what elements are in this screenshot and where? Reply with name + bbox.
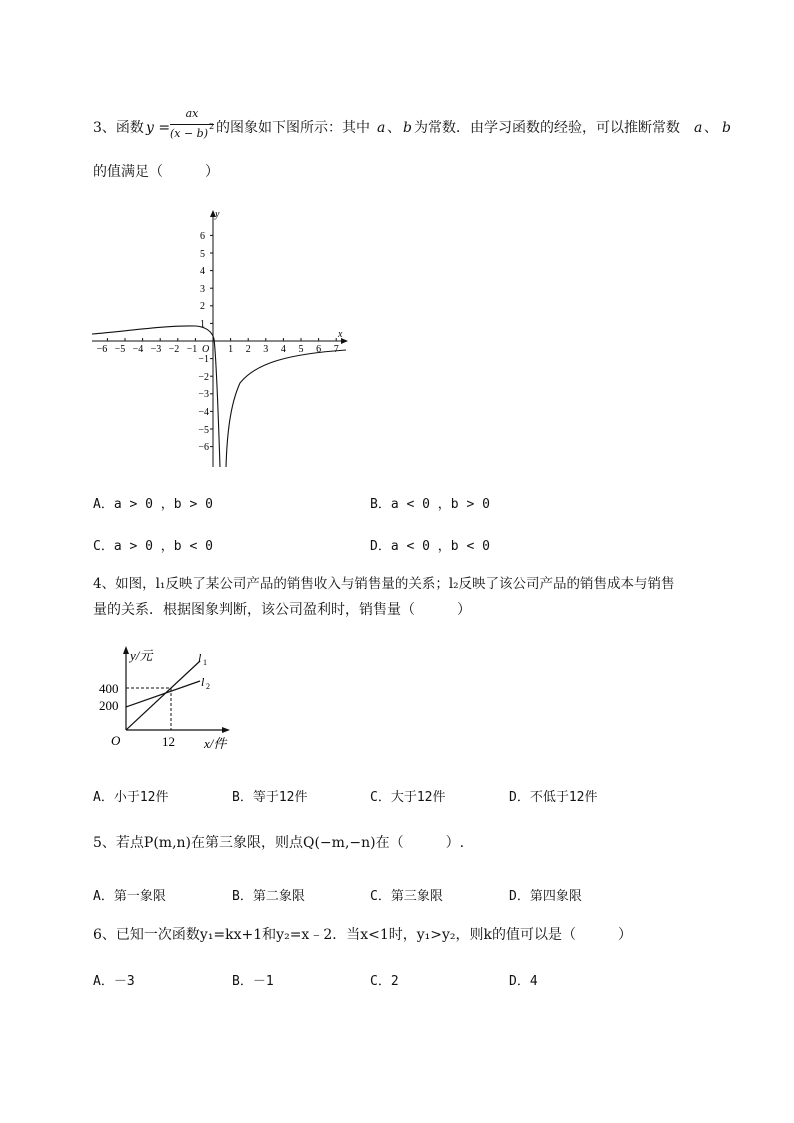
q5-option-d[interactable]: D．第四象限: [509, 889, 582, 904]
x-tick: 6: [316, 344, 322, 355]
x-tick: −2: [168, 344, 180, 355]
y-tick: 2: [200, 301, 205, 312]
y-tick: −5: [198, 425, 209, 436]
q3-origin-label: O: [202, 344, 210, 355]
q5-text: 5、若点P(m,n)在第三象限，则点Q(−m,−n)在（ ）.: [93, 835, 465, 851]
q6-option-d[interactable]: D．4: [509, 974, 538, 989]
q3-frac-denominator: (x − b): [169, 127, 209, 140]
y-tick: −6: [198, 442, 209, 453]
q3-curve-right-branch: [226, 350, 346, 467]
q3-y-ticks: [198, 231, 213, 453]
q3-option-d[interactable]: D．a < 0 ，b < 0: [370, 539, 490, 554]
q4-y-label: y/元: [130, 648, 153, 663]
q3-var-a2: a: [694, 120, 703, 136]
q4-option-c[interactable]: C．大于12件: [370, 790, 446, 805]
q3-text-mid2: 为常数．由学习函数的经验，可以推断常数: [414, 120, 680, 136]
q3-option-c[interactable]: C．a > 0 ，b < 0: [93, 539, 213, 554]
x-tick: 7: [333, 344, 339, 355]
q4-origin-label: O: [111, 733, 121, 748]
q3-y-label: y: [215, 209, 220, 220]
x-tick: −4: [132, 344, 144, 355]
y-tick: −2: [198, 372, 209, 383]
q4-option-b[interactable]: B．等于12件: [232, 790, 308, 805]
q4-option-d[interactable]: D．不低于12件: [509, 790, 598, 805]
q3-sep2: 、: [704, 120, 718, 136]
q6-text: 6、已知一次函数y₁=kx+1和y₂=x﹣2．当x<1时，y₁>y₂，则k的值可以是（ ）: [93, 927, 633, 943]
q3-line2: 的值满足（ ）: [93, 164, 219, 180]
q3-option-b[interactable]: B．a < 0 ，b > 0: [370, 497, 490, 512]
q4-x-label: x/件: [204, 736, 227, 751]
q3-option-a[interactable]: A．a > 0 ，b > 0: [93, 497, 213, 512]
q4-line-l2: [126, 681, 200, 707]
q4-x-arrow-icon: [222, 727, 230, 733]
x-tick: −3: [150, 344, 162, 355]
q3-var-b2: b: [722, 120, 731, 136]
q6-option-b[interactable]: B．－1: [232, 974, 274, 989]
q3-var-b: b: [403, 120, 412, 136]
q5-option-c[interactable]: C．第三象限: [370, 889, 443, 904]
q3-x-label: x: [338, 329, 343, 340]
q4-line-l1: [126, 661, 200, 730]
q6-option-c[interactable]: C．2: [370, 974, 399, 989]
q3-frac-exponent: 2: [209, 122, 215, 131]
q4-line2: 量的关系．根据图象判断，该公司盈利时，销售量（ ）: [93, 602, 471, 618]
y-tick: 3: [200, 284, 205, 295]
x-tick: −1: [186, 344, 198, 355]
q4-x-12-label: 12: [162, 734, 175, 749]
x-tick: 2: [245, 344, 251, 355]
q6-option-a[interactable]: A．－3: [93, 974, 135, 989]
q4-l1-label: l: [198, 651, 202, 665]
x-tick: 1: [228, 344, 234, 355]
q4-line1: 4、如图，l₁反映了某公司产品的销售收入与销售量的关系；l₂反映了该公司产品的销售成本与销售: [93, 576, 675, 592]
q3-frac-numerator: ax: [185, 107, 199, 120]
q3-var-a: a: [377, 120, 386, 136]
x-tick: −5: [114, 344, 126, 355]
y-tick: 5: [200, 249, 205, 260]
q4-option-a[interactable]: A．小于12件: [93, 790, 169, 805]
q3-function-graph: [88, 205, 354, 469]
q3-number: 3、函数: [93, 120, 144, 136]
q4-l2-sub: 2: [206, 682, 210, 691]
y-tick: 1: [200, 319, 205, 330]
x-tick: −6: [96, 344, 108, 355]
x-tick: 5: [298, 344, 304, 355]
q3-frac-bar: [170, 124, 214, 125]
q3-func-lhs: y =: [146, 120, 171, 136]
x-tick: 4: [280, 344, 286, 355]
y-tick: −3: [198, 389, 209, 400]
q3-sep: 、: [387, 120, 401, 136]
y-tick: −1: [198, 354, 209, 365]
q4-y-200-label: 200: [99, 698, 119, 713]
x-tick: 3: [263, 344, 269, 355]
q4-l2-label: l: [201, 675, 205, 689]
y-tick: −4: [198, 407, 209, 418]
q5-option-b[interactable]: B．第二象限: [232, 889, 305, 904]
y-tick: 4: [200, 266, 205, 277]
q4-l1-sub: 1: [203, 658, 207, 667]
q4-y-arrow-icon: [123, 646, 129, 654]
q4-y-400-label: 400: [99, 681, 119, 696]
q3-text-mid1: 的图象如下图所示：其中: [216, 120, 370, 136]
y-tick: 6: [200, 231, 205, 242]
q4-graph: [96, 642, 236, 754]
q5-option-a[interactable]: A．第一象限: [93, 889, 166, 904]
